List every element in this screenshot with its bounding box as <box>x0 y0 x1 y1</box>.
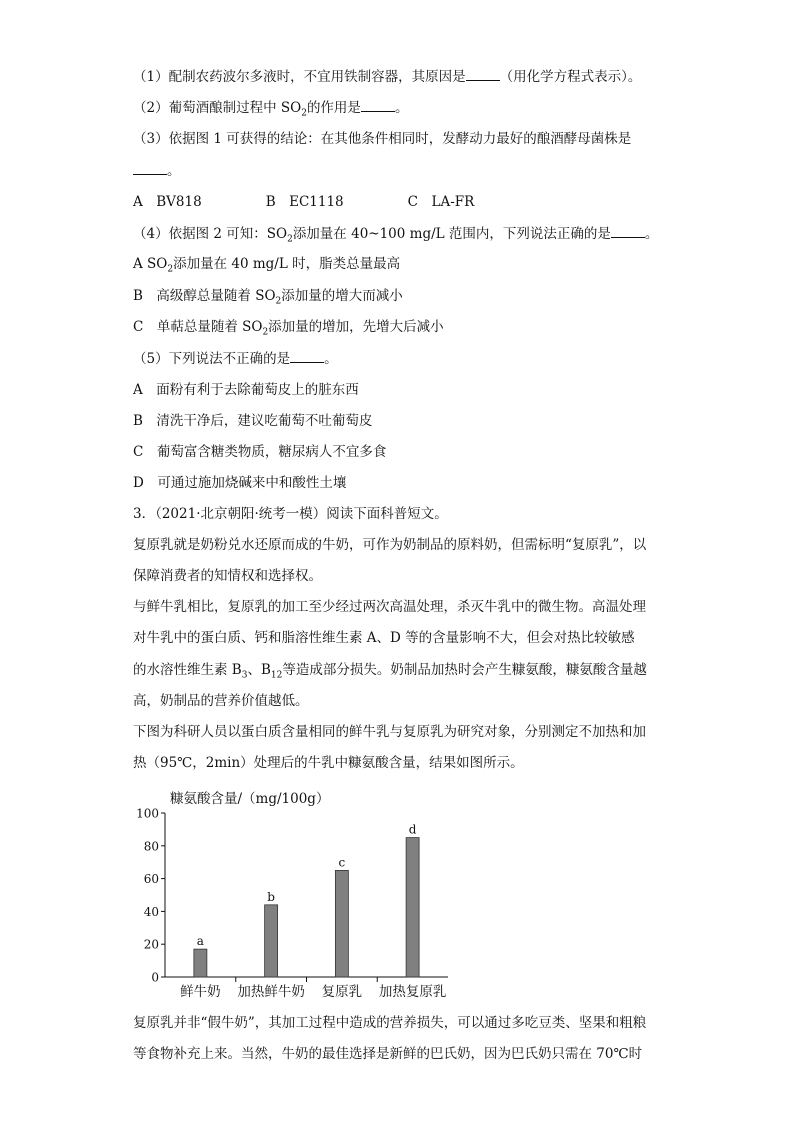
paragraph-2-line-4: 高，奶制品的营养价值越低。 <box>133 693 309 709</box>
paragraph-1-line-2: 保障消费者的知情权和选择权。 <box>133 568 322 584</box>
answer-blank <box>290 348 324 363</box>
bar <box>406 838 419 977</box>
paragraph-1-line-1: 复原乳就是奶粉兑水还原而成的牛奶，可作为奶制品的原料奶，但需标明“复原乳”，以 <box>133 537 647 553</box>
question-5: （5）下列说法不正确的是 。 <box>133 348 338 369</box>
paragraph-4-line-1: 复原乳并非“假牛奶”，其加工过程中造成的营养损失，可以通过多吃豆类、坚果和粗粮 <box>133 1015 647 1031</box>
question-5-option-c: C 葡萄富含糖类物质，糖尿病人不宜多食 <box>133 444 387 460</box>
category-label: 复原乳 <box>321 984 363 1000</box>
question-4: （4）依据图 2 可知：$SO_2$添加量在 40~100 mg/L 范围内，下列说法正确的是 。 <box>133 223 658 244</box>
y-tick-label: 40 <box>143 904 159 919</box>
question-5-option-a: A 面粉有利于去除葡萄皮上的脏东西 <box>133 382 359 398</box>
question-5-option-b: B 清洗干净后，建议吃葡萄不吐葡萄皮 <box>133 413 373 429</box>
category-label: 加热鲜牛奶 <box>237 984 305 1000</box>
bar <box>194 949 207 977</box>
bar-label: b <box>267 889 275 904</box>
question-3-header: 3．（2021·北京朝阳·统考一模）阅读下面科普短文。 <box>133 506 448 522</box>
y-axis-label: 糠氨酸含量/（mg/100g） <box>170 791 330 807</box>
paragraph-2-line-1: 与鲜牛乳相比，复原乳的加工至少经过两次高温处理，杀灭牛乳中的微生物。高温处理 <box>133 599 646 615</box>
category-label: 鲜牛奶 <box>180 984 221 1000</box>
question-4-option-b: B 高级醇总量随着 $SO_2$添加量的增大而减小 <box>133 288 403 307</box>
paragraph-2-line-3: 的水溶性维生素 $B_3$、$B_{12}$等造成部分损失。奶制品加热时会产生糠氨酸，糠氨酸含量越 <box>133 662 647 681</box>
answer-blank <box>361 97 395 112</box>
bar <box>335 870 348 977</box>
question-1: （1）配制农药波尔多液时，不宜用铁制容器，其原因是 （用化学方程式表示）。 <box>133 66 641 87</box>
question-3-blank: 。 <box>133 160 181 181</box>
y-tick-label: 20 <box>143 937 159 952</box>
paragraph-4-line-2: 等食物补充上来。当然，牛奶的最佳选择是新鲜的巴氏奶，因为巴氏奶只需在 70℃时 <box>133 1046 643 1062</box>
answer-blank <box>466 66 500 81</box>
furosine-bar-chart <box>136 785 460 1000</box>
bar-label: c <box>338 855 346 870</box>
paragraph-3-line-1: 下图为科研人员以蛋白质含量相同的鲜牛乳与复原乳为研究对象，分别测定不加热和加 <box>133 724 646 740</box>
answer-blank <box>133 160 167 175</box>
paragraph-2-line-2: 对牛乳中的蛋白质、钙和脂溶性维生素 A、D 等的含量影响不大，但会对热比较敏感 <box>133 630 635 646</box>
question-5-option-d: D 可通过施加烧碱来中和酸性土壤 <box>133 475 347 491</box>
option-c: C LA-FR <box>407 194 475 210</box>
y-tick-label: 0 <box>151 970 159 985</box>
option-b: B EC1118 <box>265 194 344 210</box>
y-tick-label: 60 <box>143 872 159 887</box>
question-2: （2）葡萄酒酿制过程中 $SO_2$的作用是 。 <box>133 97 408 118</box>
answer-blank <box>611 223 645 238</box>
question-3: （3）依据图 1 可获得的结论：在其他条件相同时，发酵动力最好的酿酒酵母菌株是 <box>133 131 632 147</box>
y-tick-label: 80 <box>143 839 159 854</box>
category-label: 加热复原乳 <box>378 984 447 1000</box>
bar <box>265 905 278 977</box>
option-a: A BV818 <box>133 194 202 210</box>
question-4-option-a: A $SO_2$添加量在 40 mg/L 时，脂类总量最高 <box>133 256 401 275</box>
bar-label: a <box>196 934 204 949</box>
paragraph-3-line-2: 热（95℃，2min）处理后的牛乳中糠氨酸含量，结果如图所示。 <box>133 755 524 771</box>
question-4-option-c: C 单萜总量随着 $SO_2$添加量的增加，先增大后减小 <box>133 319 444 338</box>
y-tick-label: 100 <box>136 806 159 821</box>
bar-label: d <box>408 822 417 837</box>
question-3-options <box>133 192 474 212</box>
